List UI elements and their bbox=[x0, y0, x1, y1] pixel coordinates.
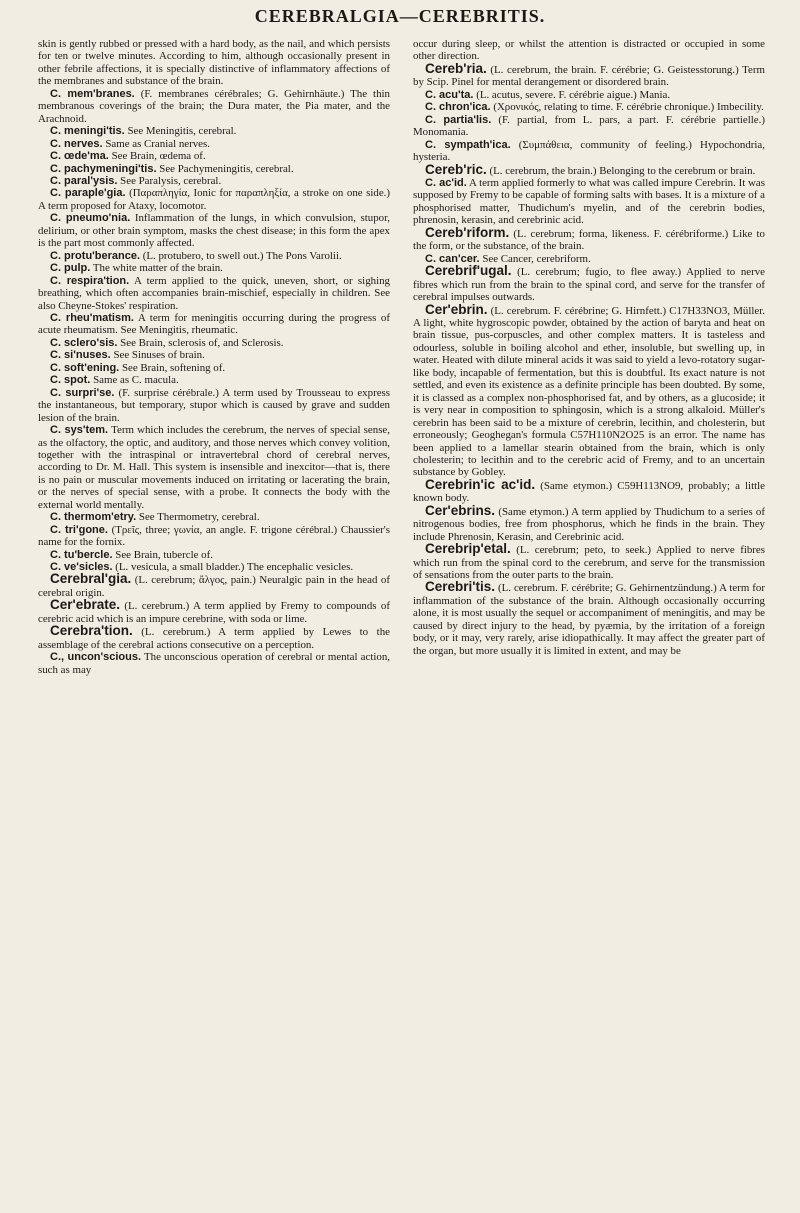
page-header: CEREBRALGIA—CEREBRITIS. bbox=[254, 6, 546, 26]
entry-headword: C. meningi'tis. bbox=[50, 125, 125, 138]
dictionary-entry bbox=[38, 38, 390, 88]
dictionary-entry bbox=[38, 424, 390, 511]
entry-text: See Thermometry, cerebral. bbox=[138, 511, 260, 524]
entry-headword: C. si'nuses. bbox=[50, 349, 111, 362]
entry-text: (L. cerebrum, the brain. F. cérébrie; G. Geistesstorung.) Term by Scip. Pinel for mental derangement or disordered brain. bbox=[413, 63, 765, 89]
entry-headword: C. tu'bercle. bbox=[50, 548, 113, 561]
entry-headword: C. spot. bbox=[50, 374, 91, 387]
entry-headword: Cereb'riform. bbox=[425, 224, 510, 240]
entry-text: Inflammation of the lungs, in which convulsion, stupor, delirium, or other brain symptom, masks the chest disease; in this form the apex is the part most commonly affected. bbox=[38, 212, 391, 250]
entry-text: A term applied formerly to what was called impure Cerebrin. It was supposed by Fremy to be capable of forming salts with bases. It is a mixture of a phosphorised matter, Thudichum's myelin, and of the cerebrin bodies, phrenosin, kerasin, and cerebrinic acid. bbox=[413, 176, 765, 227]
dictionary-entry bbox=[38, 524, 390, 549]
entry-text: skin is gently rubbed or pressed with a hard body, as the nail, and which persists for ten or twelve minutes. According to him, although occasionally present in other febrile affections, it is specially distinctive of inflammatory affections of the membranes and substance of the brain. bbox=[38, 38, 390, 88]
dictionary-entry bbox=[38, 312, 390, 337]
dictionary-entry bbox=[38, 362, 390, 374]
entry-headword: Cerebra'tion. bbox=[50, 623, 133, 639]
entry-headword: Cerebri'tis. bbox=[425, 579, 495, 595]
entry-headword: Cerebrif'ugal. bbox=[425, 263, 512, 279]
entry-headword: C. surpri'se. bbox=[50, 386, 115, 399]
dictionary-entry bbox=[38, 262, 390, 274]
dictionary-entry bbox=[38, 337, 390, 349]
entry-text: (Τρεῖς, three; γωνία, an angle. F. trigone cérébral.) Chaussier's name for the fornix. bbox=[38, 523, 390, 549]
dictionary-entry bbox=[38, 175, 390, 187]
dictionary-entry bbox=[38, 125, 390, 137]
dictionary-entry bbox=[38, 187, 390, 212]
entry-text: (L. cerebrum, the brain.) Belonging to the cerebrum or brain. bbox=[489, 164, 756, 177]
dictionary-entry bbox=[38, 212, 390, 249]
entry-headword: C. respira'tion. bbox=[50, 274, 130, 287]
entry-text: Same as C. macula. bbox=[93, 374, 179, 387]
dictionary-entry bbox=[38, 349, 390, 361]
entry-headword: C. sys'tem. bbox=[50, 424, 109, 437]
entry-text: (Συμπάθεια, community of feeling.) Hypochondria, hysteria. bbox=[413, 138, 765, 164]
dictionary-entry bbox=[38, 138, 390, 150]
dictionary-entry bbox=[38, 573, 390, 599]
right-column bbox=[413, 38, 765, 657]
dictionary-entry bbox=[38, 625, 390, 651]
entry-text: See Cancer, cerebriform. bbox=[482, 252, 591, 265]
dictionary-entry bbox=[38, 163, 390, 175]
dictionary-entry bbox=[413, 476, 765, 505]
entry-text: (L. acutus, severe. F. cérébrie aigue.) Mania. bbox=[476, 88, 671, 101]
entry-headword: C. œde'ma. bbox=[50, 150, 109, 163]
entry-headword: Cer'ebrins. bbox=[425, 502, 495, 518]
entry-headword: C. thermom'etry. bbox=[50, 511, 137, 524]
dictionary-entry bbox=[413, 114, 765, 139]
entry-headword: C. rheu'matism. bbox=[50, 311, 134, 324]
entry-text: See Brain, softening of. bbox=[121, 361, 226, 374]
entry-text: (L. cerebrum; forma, likeness. F. cérébriforme.) Like to the form, or the substance, of the brain. bbox=[413, 227, 765, 253]
entry-headword: Cereb'ria. bbox=[425, 60, 487, 76]
dictionary-entry bbox=[413, 224, 765, 253]
dictionary-entry bbox=[413, 265, 765, 303]
entry-headword: C. can'cer. bbox=[425, 252, 480, 265]
dictionary-entry bbox=[413, 139, 765, 164]
dictionary-entry bbox=[413, 60, 765, 89]
entry-text: The unconscious operation of cerebral or mental action, such as may bbox=[38, 651, 390, 676]
dictionary-entry bbox=[413, 161, 765, 177]
dictionary-entry bbox=[413, 101, 765, 113]
entry-text: A term applied to the quick, uneven, short, or sighing breathing, which often accompanies brain-mischief, especially in children. See also Cheyne-Stokes' respiration. bbox=[38, 274, 391, 312]
entry-headword: C. protu'berance. bbox=[50, 249, 141, 262]
entry-headword: Cerebral'gia. bbox=[50, 571, 132, 587]
entry-text: The white matter of the brain. bbox=[92, 262, 223, 275]
dictionary-entry bbox=[38, 275, 390, 312]
dictionary-entry bbox=[413, 502, 765, 543]
entry-headword: Cer'ebrate. bbox=[50, 597, 120, 613]
entry-headword: C. soft'ening. bbox=[50, 361, 120, 374]
entry-text: (F. partial, from L. pars, a part. F. cérébrie partielle.) Monomania. bbox=[413, 113, 765, 139]
entry-text: See Pachymeningitis, cerebral. bbox=[159, 162, 294, 175]
entry-text: (L. protubero, to swell out.) The Pons Varolii. bbox=[142, 249, 342, 262]
entry-headword: C. ac'id. bbox=[425, 176, 467, 189]
dictionary-entry bbox=[38, 511, 390, 523]
entry-text: (L. cerebrum. F. cérébrine; G. Hirnfett.) C17H33NO3, Müller. A light, white hygroscopic powder, obtained by the action of baryta and heat on brain tissue, pus-corpuscles, and other complex matters. It is tasteless and odourless, soluble in boiling alcohol and ether, insoluble, but swelling up, in water. Heated with dilute mineral acids it was said to yield a levo-rotatory sugar-like body, incapable of fermentation, but this is doubtful. Its exact nature is not settled, and even its existence as a definite principle has been doubted. By some, it is classed as a complex non-phosphorised fat, and by others, as a glucoside; it is very near in composition to sphingosin, which is a strong alkaloid. Müller's cerebrin has been said to be a mixture of cerebrin, lecithin, and cholesterin, but erroneously; Geoghegan's formula C57H110N2O25 is an error. The name has been applied to a lamellar stearin obtained from the brain, which is only cholesterin; to lecithin and to the cerebric acid of Fremy, and to an uncertain substance by Gobley. bbox=[413, 304, 765, 479]
entry-text: occur during sleep, or whilst the attention is distracted or occupied in some other direction. bbox=[413, 38, 765, 63]
entry-text: (L. cerebrum; ἄλγος, pain.) Neuralgic pain in the head of cerebral origin. bbox=[38, 574, 390, 599]
dictionary-entry bbox=[38, 599, 390, 625]
dictionary-entry bbox=[413, 89, 765, 101]
dictionary-entry bbox=[413, 177, 765, 227]
entry-headword: C. pulp. bbox=[50, 262, 91, 275]
entry-headword: C. paral'ysis. bbox=[50, 174, 118, 187]
entry-headword: C. paraple'gia. bbox=[50, 187, 126, 200]
dictionary-entry bbox=[38, 150, 390, 162]
entry-headword: Cereb'ric. bbox=[425, 161, 487, 177]
entry-text: (Same etymon.) A term applied by Thudichum to a series of nitrogenous bodies, free from phosphorus, which he finds in the brain. They include Phrenosin, Kerasin, and Cerebrinic acid. bbox=[413, 505, 765, 543]
entry-text: (F. surprise cérébrale.) A term used by Trousseau to express the instantaneous, but temporary, stupor which is caused by grave and sudden lesion of the brain. bbox=[38, 386, 391, 424]
entry-headword: C. ve'sicles. bbox=[50, 561, 113, 574]
entry-text: (Χρονικός, relating to time. F. cérébrie chronique.) Imbecility. bbox=[493, 101, 764, 114]
dictionary-entry bbox=[413, 38, 765, 63]
entry-text: Same as Cranial nerves. bbox=[105, 137, 210, 150]
entry-headword: C., uncon'scious. bbox=[50, 651, 142, 664]
entry-headword: C. acu'ta. bbox=[425, 88, 474, 101]
dictionary-entry bbox=[38, 387, 390, 424]
dictionary-entry bbox=[413, 301, 765, 479]
entry-headword: C. sympath'ica. bbox=[425, 138, 511, 151]
entry-text: Term which includes the cerebrum, the nerves of special sense, as the olfactory, the optic, and auditory, and those nerves which convey volition, together with the intraspinal or intravertebral chord of cerebral nerves, according to Dr. M. Hall. This system is insensible and inexcitor—that is, there is no pain or muscular movements induced on irritating or lacerating the brain, or the nerves of special sense, with a probe. It connects the body with the external world mentally. bbox=[38, 424, 390, 511]
entry-text: (L. cerebrum; fugio, to flee away.) Applied to nerve fibres which run from the brain to the spinal cord, and serve for the transfer of cerebral impulses outwards. bbox=[413, 266, 765, 304]
dictionary-entry bbox=[38, 88, 390, 125]
entry-text: (L. cerebrum; peto, to seek.) Applied to nerve fibres which run from the spinal cord to the cerebrum, and serve for the transmission of sensations from the outer parts to the brain. bbox=[413, 544, 765, 582]
entry-text: A term for meningitis occurring during the progress of acute rheumatism. See Meningitis, rheumatic. bbox=[38, 311, 390, 337]
dictionary-entry bbox=[413, 581, 765, 657]
dictionary-entry bbox=[38, 651, 390, 676]
entry-headword: C. partia'lis. bbox=[425, 113, 492, 126]
left-column bbox=[38, 38, 390, 676]
entry-headword: C. pachymeningi'tis. bbox=[50, 162, 157, 175]
entry-text: (L. cerebrum. F. cérébrite; G. Gehirnentzündung.) A term for inflammation of the substance of the brain. Although occasionally occurring alone, it is most usually the sequel or accompaniment of meningitis, and may be caused by direct injury to the head, by pyæmia, by the irritation of a foreign body, or it may, very rarely, arise idiopathically. It may affect the greater part of the organ, but more usually it is limited in extent, and may be bbox=[413, 582, 765, 657]
entry-headword: C. tri'gone. bbox=[50, 523, 108, 536]
entry-text: See Paralysis, cerebral. bbox=[120, 174, 222, 187]
dictionary-entry bbox=[38, 250, 390, 262]
entry-text: (L. cerebrum.) A term applied by Fremy to compounds of cerebric acid which is an impure cerebrine, with soda or lime. bbox=[38, 600, 390, 625]
entry-text: See Sinuses of brain. bbox=[113, 349, 205, 362]
dictionary-entry bbox=[38, 549, 390, 561]
dictionary-entry bbox=[38, 374, 390, 386]
entry-headword: C. mem'branes. bbox=[50, 87, 135, 100]
entry-headword: C. sclero'sis. bbox=[50, 336, 118, 349]
entry-text: (L. vesicula, a small bladder.) The encephalic vesicles. bbox=[115, 561, 354, 574]
entry-text: See Brain, tubercle of. bbox=[115, 548, 213, 561]
entry-text: See Meningitis, cerebral. bbox=[127, 125, 237, 138]
entry-headword: Cerebrin'ic ac'id. bbox=[425, 476, 536, 492]
entry-text: (Same etymon.) C59H113NO9, probably; a little known body. bbox=[413, 479, 765, 505]
entry-headword: C. chron'ica. bbox=[425, 101, 491, 114]
entry-text: (L. cerebrum.) A term applied by Lewes to the assemblage of the cerebral actions consecutive on a perception. bbox=[38, 626, 390, 651]
entry-text: (Παραπληγία, Ionic for παραπληξία, a stroke on one side.) A term proposed for Ataxy, locomotor. bbox=[38, 187, 391, 212]
entry-headword: Cer'ebrin. bbox=[425, 301, 488, 317]
entry-headword: C. nerves. bbox=[50, 137, 103, 150]
entry-text: (F. membranes cérébrales; G. Gehirnhäute.) The thin membranous coverings of the brain; the Dura mater, the Pia mater, and the Arachnoid. bbox=[38, 87, 390, 125]
entry-headword: Cerebrip'etal. bbox=[425, 541, 511, 557]
entry-text: See Brain, sclerosis of, and Sclerosis. bbox=[120, 336, 284, 349]
entry-text: See Brain, œdema of. bbox=[111, 150, 206, 163]
entry-headword: C. pneumo'nia. bbox=[50, 212, 131, 225]
dictionary-entry bbox=[413, 543, 765, 581]
